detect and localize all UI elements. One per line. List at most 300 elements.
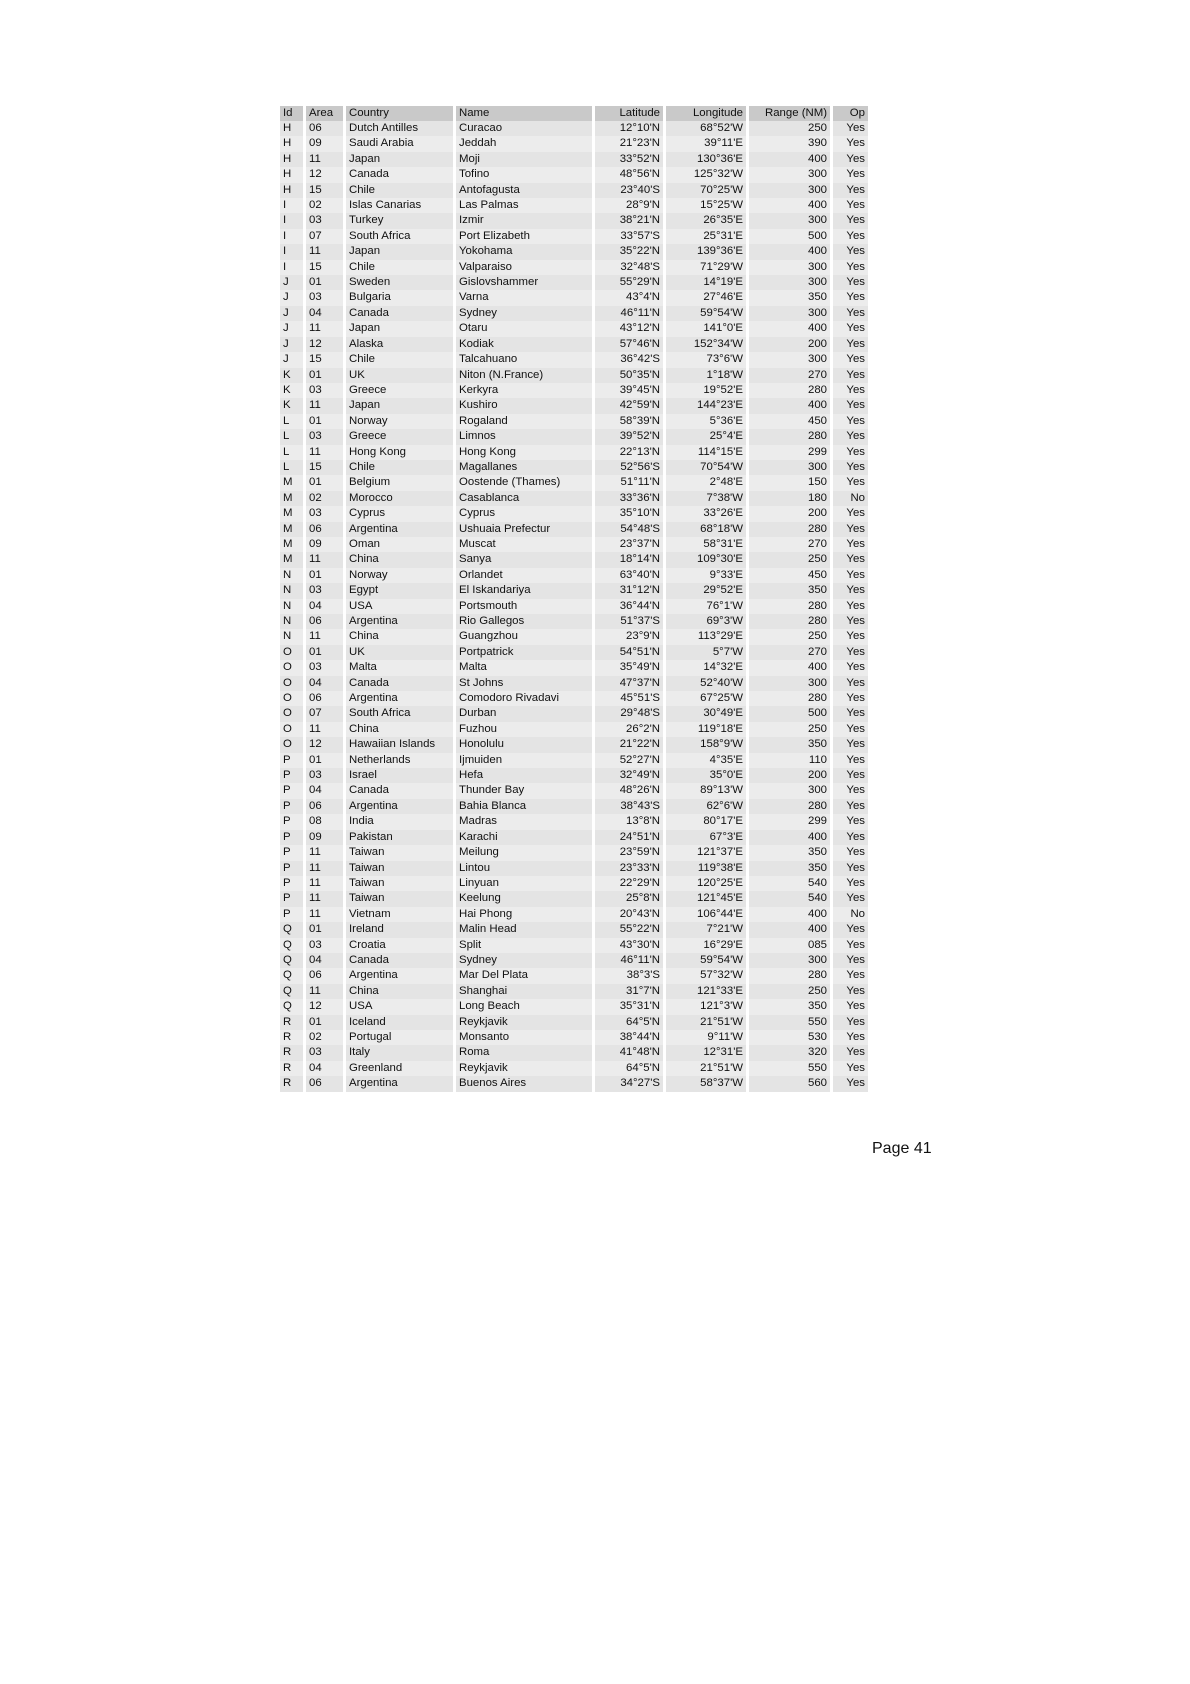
id-cell: K <box>280 398 303 413</box>
longitude-cell: 113°29'E <box>666 629 746 644</box>
name-cell: St Johns <box>456 676 592 691</box>
area-cell: 15 <box>306 183 343 198</box>
table-row <box>280 290 868 305</box>
longitude-cell: 59°54'W <box>666 953 746 968</box>
range-cell: 400 <box>749 398 830 413</box>
table-row <box>280 830 868 845</box>
area-cell: 03 <box>306 383 343 398</box>
latitude-cell: 38°21'N <box>595 213 663 228</box>
op-cell: Yes <box>833 152 868 167</box>
area-cell: 03 <box>306 290 343 305</box>
range-cell: 350 <box>749 861 830 876</box>
range-cell: 270 <box>749 645 830 660</box>
op-cell: Yes <box>833 861 868 876</box>
latitude-cell: 35°10'N <box>595 506 663 521</box>
area-cell: 11 <box>306 845 343 860</box>
op-cell: Yes <box>833 583 868 598</box>
longitude-cell: 125°32'W <box>666 167 746 182</box>
area-cell: 08 <box>306 814 343 829</box>
op-cell: Yes <box>833 275 868 290</box>
op-cell: Yes <box>833 337 868 352</box>
latitude-cell: 33°57'S <box>595 229 663 244</box>
longitude-cell: 67°3'E <box>666 830 746 845</box>
name-cell: Ushuaia Prefectur <box>456 522 592 537</box>
range-cell: 300 <box>749 167 830 182</box>
latitude-cell: 29°48'S <box>595 706 663 721</box>
country-cell: Canada <box>346 306 453 321</box>
op-cell: Yes <box>833 660 868 675</box>
name-cell: Hefa <box>456 768 592 783</box>
longitude-cell: 121°37'E <box>666 845 746 860</box>
table-row <box>280 352 868 367</box>
latitude-cell: 55°22'N <box>595 922 663 937</box>
table-row <box>280 198 868 213</box>
country-cell: Belgium <box>346 475 453 490</box>
range-cell: 550 <box>749 1061 830 1076</box>
table-row <box>280 136 868 151</box>
area-cell: 02 <box>306 198 343 213</box>
name-cell: Lintou <box>456 861 592 876</box>
longitude-cell: 33°26'E <box>666 506 746 521</box>
area-cell: 11 <box>306 244 343 259</box>
range-cell: 300 <box>749 953 830 968</box>
longitude-cell: 121°45'E <box>666 891 746 906</box>
range-cell: 299 <box>749 814 830 829</box>
latitude-cell: 23°40'S <box>595 183 663 198</box>
name-cell: Rogaland <box>456 414 592 429</box>
name-cell: Meilung <box>456 845 592 860</box>
latitude-cell: 28°9'N <box>595 198 663 213</box>
id-cell: O <box>280 722 303 737</box>
op-cell: Yes <box>833 121 868 136</box>
area-cell: 01 <box>306 922 343 937</box>
op-cell: Yes <box>833 876 868 891</box>
latitude-cell: 31°12'N <box>595 583 663 598</box>
area-cell: 06 <box>306 691 343 706</box>
id-cell: H <box>280 152 303 167</box>
table-row <box>280 537 868 552</box>
range-cell: 450 <box>749 414 830 429</box>
range-cell: 400 <box>749 907 830 922</box>
id-cell: M <box>280 475 303 490</box>
name-cell: Orlandet <box>456 568 592 583</box>
longitude-cell: 69°3'W <box>666 614 746 629</box>
id-cell: M <box>280 506 303 521</box>
country-cell: Japan <box>346 244 453 259</box>
range-cell: 300 <box>749 213 830 228</box>
table-row <box>280 1030 868 1045</box>
area-cell: 04 <box>306 1061 343 1076</box>
longitude-cell: 2°48'E <box>666 475 746 490</box>
country-cell: Argentina <box>346 614 453 629</box>
range-cell: 180 <box>749 491 830 506</box>
name-cell: Linyuan <box>456 876 592 891</box>
id-cell: N <box>280 568 303 583</box>
latitude-cell: 23°33'N <box>595 861 663 876</box>
area-cell: 02 <box>306 491 343 506</box>
area-cell: 11 <box>306 984 343 999</box>
name-cell: Otaru <box>456 321 592 336</box>
name-cell: El Iskandariya <box>456 583 592 598</box>
name-cell: Magallanes <box>456 460 592 475</box>
id-cell: Q <box>280 999 303 1014</box>
latitude-cell: 22°13'N <box>595 445 663 460</box>
country-cell: USA <box>346 599 453 614</box>
latitude-cell: 18°14'N <box>595 552 663 567</box>
area-cell: 01 <box>306 1015 343 1030</box>
name-cell: Hai Phong <box>456 907 592 922</box>
latitude-cell: 64°5'N <box>595 1015 663 1030</box>
table-row <box>280 968 868 983</box>
header-id: Id <box>280 106 303 121</box>
name-cell: Madras <box>456 814 592 829</box>
table-row <box>280 229 868 244</box>
latitude-cell: 48°26'N <box>595 783 663 798</box>
range-cell: 300 <box>749 352 830 367</box>
id-cell: N <box>280 629 303 644</box>
id-cell: Q <box>280 953 303 968</box>
country-cell: Dutch Antilles <box>346 121 453 136</box>
table-row <box>280 799 868 814</box>
op-cell: Yes <box>833 460 868 475</box>
op-cell: Yes <box>833 768 868 783</box>
range-cell: 200 <box>749 337 830 352</box>
range-cell: 280 <box>749 799 830 814</box>
area-cell: 06 <box>306 121 343 136</box>
area-cell: 11 <box>306 321 343 336</box>
id-cell: P <box>280 861 303 876</box>
country-cell: Malta <box>346 660 453 675</box>
table-row <box>280 953 868 968</box>
longitude-cell: 16°29'E <box>666 938 746 953</box>
table-row <box>280 306 868 321</box>
name-cell: Las Palmas <box>456 198 592 213</box>
name-cell: Sydney <box>456 306 592 321</box>
area-cell: 03 <box>306 583 343 598</box>
latitude-cell: 63°40'N <box>595 568 663 583</box>
table-row <box>280 1015 868 1030</box>
op-cell: Yes <box>833 213 868 228</box>
longitude-cell: 12°31'E <box>666 1045 746 1060</box>
header-latitude: Latitude <box>595 106 663 121</box>
latitude-cell: 38°43'S <box>595 799 663 814</box>
id-cell: P <box>280 768 303 783</box>
name-cell: Guangzhou <box>456 629 592 644</box>
latitude-cell: 38°3'S <box>595 968 663 983</box>
latitude-cell: 24°51'N <box>595 830 663 845</box>
area-cell: 11 <box>306 861 343 876</box>
longitude-cell: 158°9'W <box>666 737 746 752</box>
name-cell: Port Elizabeth <box>456 229 592 244</box>
name-cell: Durban <box>456 706 592 721</box>
table-row <box>280 460 868 475</box>
area-cell: 11 <box>306 152 343 167</box>
country-cell: Saudi Arabia <box>346 136 453 151</box>
op-cell: Yes <box>833 645 868 660</box>
range-cell: 540 <box>749 891 830 906</box>
country-cell: China <box>346 629 453 644</box>
latitude-cell: 21°22'N <box>595 737 663 752</box>
table-row <box>280 429 868 444</box>
longitude-cell: 130°36'E <box>666 152 746 167</box>
id-cell: R <box>280 1061 303 1076</box>
op-cell: Yes <box>833 783 868 798</box>
header-range: Range (NM) <box>749 106 830 121</box>
table-row <box>280 722 868 737</box>
area-cell: 01 <box>306 753 343 768</box>
op-cell: Yes <box>833 368 868 383</box>
latitude-cell: 51°11'N <box>595 475 663 490</box>
table-row <box>280 121 868 136</box>
latitude-cell: 54°48'S <box>595 522 663 537</box>
op-cell: Yes <box>833 691 868 706</box>
name-cell: Ijmuiden <box>456 753 592 768</box>
op-cell: Yes <box>833 629 868 644</box>
id-cell: M <box>280 537 303 552</box>
country-cell: Islas Canarias <box>346 198 453 213</box>
latitude-cell: 52°56'S <box>595 460 663 475</box>
name-cell: Limnos <box>456 429 592 444</box>
table-row <box>280 522 868 537</box>
latitude-cell: 21°23'N <box>595 136 663 151</box>
longitude-cell: 144°23'E <box>666 398 746 413</box>
longitude-cell: 70°54'W <box>666 460 746 475</box>
longitude-cell: 29°52'E <box>666 583 746 598</box>
range-cell: 540 <box>749 876 830 891</box>
name-cell: Fuzhou <box>456 722 592 737</box>
table-row <box>280 1045 868 1060</box>
op-cell: Yes <box>833 475 868 490</box>
op-cell: Yes <box>833 506 868 521</box>
range-cell: 400 <box>749 198 830 213</box>
op-cell: Yes <box>833 383 868 398</box>
op-cell: Yes <box>833 352 868 367</box>
latitude-cell: 55°29'N <box>595 275 663 290</box>
latitude-cell: 35°31'N <box>595 999 663 1014</box>
op-cell: Yes <box>833 814 868 829</box>
op-cell: Yes <box>833 922 868 937</box>
area-cell: 03 <box>306 429 343 444</box>
longitude-cell: 68°18'W <box>666 522 746 537</box>
range-cell: 350 <box>749 999 830 1014</box>
table-row <box>280 768 868 783</box>
latitude-cell: 39°52'N <box>595 429 663 444</box>
area-cell: 12 <box>306 167 343 182</box>
range-cell: 350 <box>749 583 830 598</box>
longitude-cell: 5°7'W <box>666 645 746 660</box>
op-cell: Yes <box>833 722 868 737</box>
id-cell: P <box>280 830 303 845</box>
table-row <box>280 614 868 629</box>
area-cell: 12 <box>306 999 343 1014</box>
id-cell: H <box>280 121 303 136</box>
area-cell: 03 <box>306 768 343 783</box>
name-cell: Valparaiso <box>456 260 592 275</box>
range-cell: 280 <box>749 691 830 706</box>
name-cell: Moji <box>456 152 592 167</box>
header-country: Country <box>346 106 453 121</box>
area-cell: 11 <box>306 552 343 567</box>
range-cell: 250 <box>749 629 830 644</box>
name-cell: Oostende (Thames) <box>456 475 592 490</box>
latitude-cell: 45°51'S <box>595 691 663 706</box>
latitude-cell: 46°11'N <box>595 306 663 321</box>
area-cell: 06 <box>306 522 343 537</box>
name-cell: Honolulu <box>456 737 592 752</box>
range-cell: 280 <box>749 614 830 629</box>
name-cell: Reykjavik <box>456 1061 592 1076</box>
country-cell: Argentina <box>346 968 453 983</box>
latitude-cell: 39°45'N <box>595 383 663 398</box>
country-cell: Argentina <box>346 1076 453 1091</box>
id-cell: P <box>280 814 303 829</box>
id-cell: L <box>280 460 303 475</box>
latitude-cell: 23°59'N <box>595 845 663 860</box>
latitude-cell: 34°27'S <box>595 1076 663 1091</box>
range-cell: 500 <box>749 706 830 721</box>
longitude-cell: 39°11'E <box>666 136 746 151</box>
range-cell: 280 <box>749 383 830 398</box>
name-cell: Split <box>456 938 592 953</box>
latitude-cell: 35°22'N <box>595 244 663 259</box>
country-cell: Cyprus <box>346 506 453 521</box>
table-row <box>280 552 868 567</box>
op-cell: Yes <box>833 984 868 999</box>
country-cell: Greece <box>346 383 453 398</box>
table-row <box>280 676 868 691</box>
id-cell: Q <box>280 984 303 999</box>
id-cell: R <box>280 1076 303 1091</box>
name-cell: Long Beach <box>456 999 592 1014</box>
latitude-cell: 48°56'N <box>595 167 663 182</box>
longitude-cell: 71°29'W <box>666 260 746 275</box>
name-cell: Malta <box>456 660 592 675</box>
range-cell: 390 <box>749 136 830 151</box>
table-row <box>280 753 868 768</box>
id-cell: J <box>280 290 303 305</box>
header-op: Op <box>833 106 868 121</box>
op-cell: Yes <box>833 1045 868 1060</box>
area-cell: 15 <box>306 260 343 275</box>
op-cell: Yes <box>833 198 868 213</box>
latitude-cell: 43°4'N <box>595 290 663 305</box>
latitude-cell: 42°59'N <box>595 398 663 413</box>
area-cell: 03 <box>306 1045 343 1060</box>
country-cell: Argentina <box>346 799 453 814</box>
name-cell: Niton (N.France) <box>456 368 592 383</box>
longitude-cell: 21°51'W <box>666 1015 746 1030</box>
table-row <box>280 907 868 922</box>
range-cell: 400 <box>749 244 830 259</box>
longitude-cell: 35°0'E <box>666 768 746 783</box>
id-cell: H <box>280 167 303 182</box>
name-cell: Keelung <box>456 891 592 906</box>
area-cell: 04 <box>306 676 343 691</box>
longitude-cell: 152°34'W <box>666 337 746 352</box>
country-cell: Taiwan <box>346 861 453 876</box>
id-cell: O <box>280 676 303 691</box>
name-cell: Reykjavik <box>456 1015 592 1030</box>
range-cell: 300 <box>749 460 830 475</box>
longitude-cell: 9°11'W <box>666 1030 746 1045</box>
longitude-cell: 119°18'E <box>666 722 746 737</box>
longitude-cell: 59°54'W <box>666 306 746 321</box>
id-cell: I <box>280 244 303 259</box>
longitude-cell: 80°17'E <box>666 814 746 829</box>
country-cell: Bulgaria <box>346 290 453 305</box>
name-cell: Thunder Bay <box>456 783 592 798</box>
longitude-cell: 9°33'E <box>666 568 746 583</box>
latitude-cell: 26°2'N <box>595 722 663 737</box>
op-cell: Yes <box>833 414 868 429</box>
name-cell: Roma <box>456 1045 592 1060</box>
table-row <box>280 321 868 336</box>
name-cell: Mar Del Plata <box>456 968 592 983</box>
latitude-cell: 32°48'S <box>595 260 663 275</box>
area-cell: 01 <box>306 275 343 290</box>
area-cell: 07 <box>306 229 343 244</box>
range-cell: 270 <box>749 537 830 552</box>
latitude-cell: 46°11'N <box>595 953 663 968</box>
name-cell: Muscat <box>456 537 592 552</box>
longitude-cell: 26°35'E <box>666 213 746 228</box>
area-cell: 04 <box>306 306 343 321</box>
area-cell: 11 <box>306 876 343 891</box>
name-cell: Yokohama <box>456 244 592 259</box>
table-row <box>280 814 868 829</box>
longitude-cell: 70°25'W <box>666 183 746 198</box>
op-cell: Yes <box>833 953 868 968</box>
longitude-cell: 15°25'W <box>666 198 746 213</box>
op-cell: Yes <box>833 183 868 198</box>
range-cell: 400 <box>749 830 830 845</box>
area-cell: 04 <box>306 783 343 798</box>
area-cell: 11 <box>306 722 343 737</box>
country-cell: South Africa <box>346 706 453 721</box>
range-cell: 350 <box>749 290 830 305</box>
range-cell: 300 <box>749 676 830 691</box>
country-cell: Chile <box>346 352 453 367</box>
country-cell: Iceland <box>346 1015 453 1030</box>
latitude-cell: 43°12'N <box>595 321 663 336</box>
name-cell: Kushiro <box>456 398 592 413</box>
name-cell: Kerkyra <box>456 383 592 398</box>
table-row <box>280 645 868 660</box>
area-cell: 07 <box>306 706 343 721</box>
op-cell: No <box>833 907 868 922</box>
range-cell: 250 <box>749 722 830 737</box>
latitude-cell: 43°30'N <box>595 938 663 953</box>
country-cell: UK <box>346 368 453 383</box>
name-cell: Cyprus <box>456 506 592 521</box>
name-cell: Sanya <box>456 552 592 567</box>
name-cell: Jeddah <box>456 136 592 151</box>
range-cell: 560 <box>749 1076 830 1091</box>
range-cell: 200 <box>749 768 830 783</box>
op-cell: Yes <box>833 429 868 444</box>
header-name: Name <box>456 106 592 121</box>
range-cell: 110 <box>749 753 830 768</box>
area-cell: 11 <box>306 629 343 644</box>
op-cell: Yes <box>833 1015 868 1030</box>
table-row <box>280 999 868 1014</box>
range-cell: 300 <box>749 306 830 321</box>
longitude-cell: 76°1'W <box>666 599 746 614</box>
area-cell: 11 <box>306 445 343 460</box>
range-cell: 299 <box>749 445 830 460</box>
name-cell: Sydney <box>456 953 592 968</box>
country-cell: Japan <box>346 398 453 413</box>
